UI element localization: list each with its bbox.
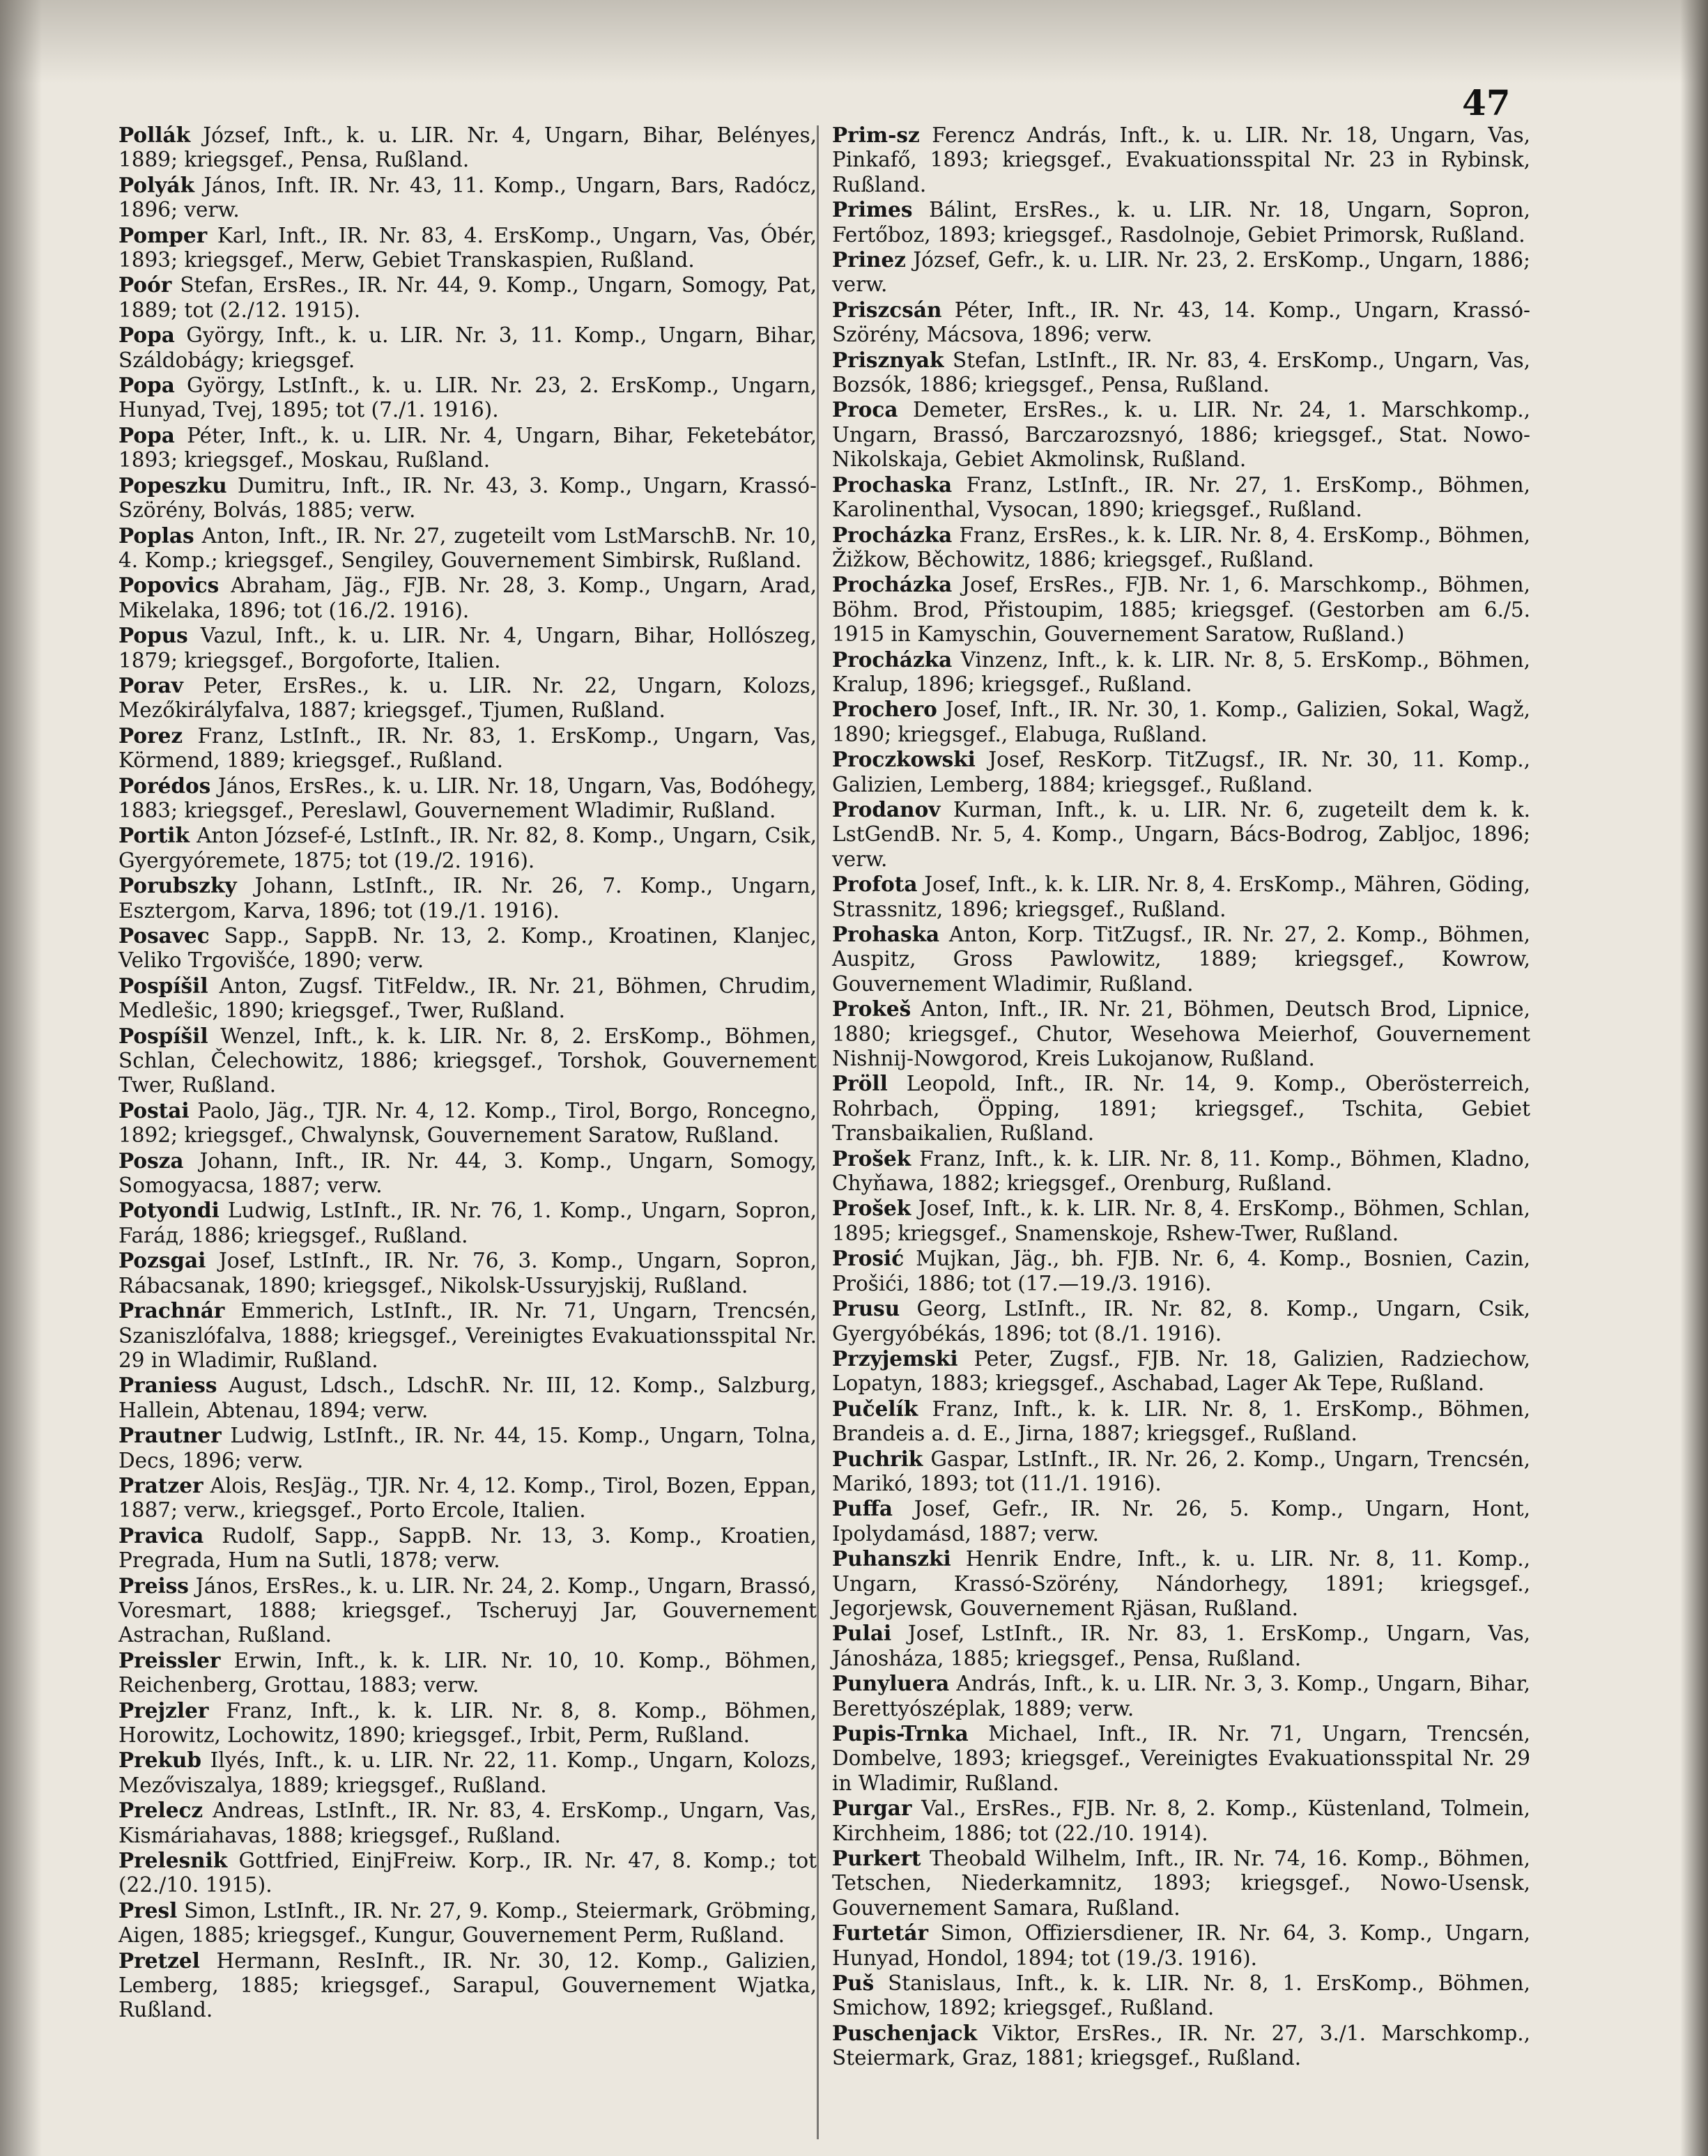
register-entry <box>832 197 1530 247</box>
register-entry <box>118 1573 817 1648</box>
entry-details: Emmerich, LstInft., IR. Nr. 71, Ungarn, Trencsén, Szaniszlófalva, 1888; kriegsgef., Vereinigtes Evakuationsspital Nr. 29 in Wladimir, Rußland. <box>118 1299 817 1372</box>
entry-surname: Pretzel <box>118 1948 200 1973</box>
entry-details: György, Inft., k. u. LIR. Nr. 3, 11. Komp., Ungarn, Bihar, Száldobágy; kriegsgef. <box>118 323 817 372</box>
entry-surname: Prelecz <box>118 1798 203 1823</box>
register-entry <box>832 747 1530 797</box>
entry-details: János, ErsRes., k. u. LIR. Nr. 18, Ungarn, Vas, Bodóhegy, 1883; kriegsgef., Pereslawl, Gouvernement Wladimir, Rußland. <box>118 773 817 822</box>
register-entry <box>118 773 817 824</box>
entry-surname: Pučelík <box>832 1396 918 1421</box>
entry-surname: Pospíšil <box>118 973 208 998</box>
entry-surname: Popovics <box>118 573 220 598</box>
register-entry <box>118 423 817 473</box>
entry-details: Anton József-é, LstInft., IR. Nr. 82, 8. Komp., Ungarn, Csik, Gyergyóremete, 1875; tot (19./2. 1916). <box>118 824 817 872</box>
entry-details: Michael, Inft., IR. Nr. 71, Ungarn, Trencsén, Dombelve, 1893; kriegsgef., Vereinigtes Evakuationsspital Nr. 29 in Wladimir, Rußland. <box>832 1722 1530 1795</box>
entry-details: Josef, Inft., k. k. LIR. Nr. 8, 4. ErsKomp., Böhmen, Schlan, 1895; kriegsgef., Snamenskoje, Rshew-Twer, Rußland. <box>832 1196 1530 1245</box>
register-entry <box>832 572 1530 647</box>
entry-surname: Procházka <box>832 572 953 597</box>
entry-details: Andreas, LstInft., IR. Nr. 83, 4. ErsKomp., Ungarn, Vas, Kismáriahavas, 1888; kriegsgef., Rußland. <box>118 1799 817 1847</box>
register-entry <box>832 647 1530 698</box>
register-entry <box>118 272 817 323</box>
register-entry <box>118 1248 817 1298</box>
entry-details: János, ErsRes., k. u. LIR. Nr. 24, 2. Komp., Ungarn, Brassó, Voresmart, 1888; kriegsgef., Tscheruyj Jar, Gouvernement Astrachan, Rußland. <box>118 1573 817 1647</box>
register-entry <box>118 1948 817 2023</box>
entry-details: Stefan, LstInft., IR. Nr. 83, 4. ErsKomp., Ungarn, Vas, Bozsók, 1886; kriegsgef., Pensa, Rußland. <box>832 348 1530 397</box>
register-entry <box>118 1148 817 1199</box>
register-entry <box>832 996 1530 1071</box>
register-entry <box>832 697 1530 747</box>
entry-details: Ludwig, LstInft., IR. Nr. 44, 15. Komp., Ungarn, Tolna, Decs, 1896; verw. <box>118 1424 817 1472</box>
entry-details: Franz, LstInft., IR. Nr. 83, 1. ErsKomp., Ungarn, Vas, Körmend, 1889; kriegsgef., Rußland. <box>118 723 817 773</box>
register-entry <box>118 173 817 223</box>
entry-surname: Prusu <box>832 1296 900 1321</box>
entry-details: Simon, Offiziersdiener, IR. Nr. 64, 3. Komp., Ungarn, Hunyad, Hondol, 1894; tot (19./3. 1916). <box>832 1921 1530 1970</box>
register-entry <box>832 1621 1530 1671</box>
register-entry <box>832 523 1530 573</box>
entry-surname: Prinez <box>832 247 906 272</box>
register-entry <box>832 1447 1530 1497</box>
entry-details: Stefan, ErsRes., IR. Nr. 44, 9. Komp., Ungarn, Somogy, Pat, 1889; tot (2./12. 1915). <box>118 273 817 322</box>
entry-details: Vazul, Inft., k. u. LIR. Nr. 4, Ungarn, Bihar, Hollószeg, 1879; kriegsgef., Borgoforte, Italien. <box>118 624 817 672</box>
register-entry <box>118 1373 817 1423</box>
entry-details: Franz, Inft., k. k. LIR. Nr. 8, 8. Komp., Böhmen, Horowitz, Lochowitz, 1890; kriegsgef., Irbit, Perm, Rußland. <box>118 1698 817 1747</box>
entry-surname: Proczkowski <box>832 747 976 772</box>
column-divider <box>817 125 819 2139</box>
entry-details: Ilyés, Inft., k. u. LIR. Nr. 22, 11. Komp., Ungarn, Kolozs, Mezőviszalya, 1889; kriegsgef., Rußland. <box>118 1748 817 1797</box>
entry-surname: Porav <box>118 672 183 698</box>
left-column <box>118 123 817 2023</box>
entry-details: Anton, Zugsf. TitFeldw., IR. Nr. 21, Böhmen, Chrudim, Medlešic, 1890; kriegsgef., Twer, Rußland. <box>118 973 817 1023</box>
entry-surname: Pozsgai <box>118 1248 206 1273</box>
entry-surname: Primes <box>832 197 913 222</box>
entry-surname: Preissler <box>118 1647 221 1672</box>
entry-details: Vinzenz, Inft., k. k. LIR. Nr. 8, 5. ErsKomp., Böhmen, Kralup, 1896; kriegsgef., Rußland. <box>832 647 1530 696</box>
entry-details: Gaspar, LstInft., IR. Nr. 26, 2. Komp., Ungarn, Trencsén, Marikó, 1893; tot (11./1. 1916). <box>832 1447 1530 1495</box>
entry-details: Dumitru, Inft., IR. Nr. 43, 3. Komp., Ungarn, Krassó-Szörény, Bolvás, 1885; verw. <box>118 473 817 523</box>
entry-details: Josef, Gefr., IR. Nr. 26, 5. Komp., Ungarn, Hont, Ipolydamásd, 1887; verw. <box>832 1497 1530 1546</box>
register-entry <box>118 1298 817 1373</box>
entry-details: Stanislaus, Inft., k. k. LIR. Nr. 8, 1. ErsKomp., Böhmen, Smichow, 1892; kriegsgef., Rußland. <box>832 1971 1530 2020</box>
register-entry <box>118 1024 817 1098</box>
entry-surname: Popeszku <box>118 472 227 498</box>
entry-details: Paolo, Jäg., TJR. Nr. 4, 12. Komp., Tirol, Borgo, Roncegno, 1892; kriegsgef., Chwalynsk, Gouvernement Saratow, Rußland. <box>118 1098 817 1148</box>
register-entry <box>118 823 817 873</box>
register-entry <box>832 397 1530 472</box>
register-entry <box>118 1748 817 1798</box>
register-entry <box>832 2021 1530 2071</box>
entry-surname: Prokeš <box>832 996 911 1022</box>
entry-surname: Prošek <box>832 1146 911 1171</box>
register-entry <box>832 1546 1530 1621</box>
entry-surname: Porubszky <box>118 873 237 898</box>
register-entry <box>118 1698 817 1748</box>
entry-surname: Prisznyak <box>832 347 944 372</box>
entry-details: Anton, Inft., IR. Nr. 27, zugeteilt vom LstMarschB. Nr. 10, 4. Komp.; kriegsgef., Sengiley, Gouvernement Simbirsk, Rußland. <box>118 523 817 572</box>
entry-details: Peter, ErsRes., k. u. LIR. Nr. 22, Ungarn, Kolozs, Mezőkirályfalva, 1887; kriegsgef., Tjumen, Rußland. <box>118 673 817 723</box>
entry-surname: Punyluera <box>832 1671 950 1696</box>
entry-details: August, Ldsch., LdschR. Nr. III, 12. Komp., Salzburg, Hallein, Abtenau, 1894; verw. <box>118 1373 817 1422</box>
entry-surname: Pulai <box>832 1621 892 1646</box>
entry-surname: Posavec <box>118 923 210 948</box>
entry-surname: Priszcsán <box>832 297 942 322</box>
entry-details: Gottfried, EinjFreiw. Korp., IR. Nr. 47, 8. Komp.; tot (22./10. 1915). <box>118 1849 817 1897</box>
entry-details: Franz, Inft., k. k. LIR. Nr. 8, 1. ErsKomp., Böhmen, Brandeis a. d. E., Jirna, 1887; kriegsgef., Rußland. <box>832 1396 1530 1446</box>
entry-details: Karl, Inft., IR. Nr. 83, 4. ErsKomp., Ungarn, Vas, Óbér, 1893; kriegsgef., Merw, Gebiet Transkaspien, Rußland. <box>118 223 817 272</box>
entry-surname: Puchrik <box>832 1446 923 1471</box>
register-entry <box>832 1846 1530 1920</box>
entry-surname: Prim-sz <box>832 123 920 147</box>
register-entry <box>832 298 1530 348</box>
entry-surname: Pravica <box>118 1523 204 1548</box>
entry-details: Georg, LstInft., IR. Nr. 82, 8. Komp., Ungarn, Csik, Gyergyóbékás, 1896; tot (8./1. 1916). <box>832 1297 1530 1346</box>
entry-surname: Prochaska <box>832 472 953 497</box>
register-entry <box>832 872 1530 922</box>
entry-details: Josef, Inft., IR. Nr. 30, 1. Komp., Galizien, Sokal, Wagž, 1890; kriegsgef., Elabuga, Rußland. <box>832 698 1530 746</box>
entry-surname: Popa <box>118 323 175 348</box>
entry-surname: Praniess <box>118 1373 217 1398</box>
register-entry <box>832 1346 1530 1396</box>
register-entry <box>118 1648 817 1698</box>
entry-details: Abraham, Jäg., FJB. Nr. 28, 3. Komp., Ungarn, Arad, Mikelaka, 1896; tot (16./2. 1916). <box>118 573 817 622</box>
entry-details: Josef, LstInft., IR. Nr. 83, 1. ErsKomp., Ungarn, Vas, Jánosháza, 1885; kriegsgef., Pensa, Rußland. <box>832 1622 1530 1670</box>
entry-surname: Purkert <box>832 1846 921 1871</box>
register-entry <box>832 1971 1530 2021</box>
register-entry <box>832 1671 1530 1721</box>
entry-surname: Popa <box>118 373 175 398</box>
entry-details: Ferencz András, Inft., k. u. LIR. Nr. 18, Ungarn, Vas, Pinkafő, 1893; kriegsgef., Evakuationsspital Nr. 23 in Rybinsk, Rußland. <box>832 123 1530 197</box>
entry-details: Sapp., SappB. Nr. 13, 2. Komp., Kroatinen, Klanjec, Veliko Trgovišće, 1890; verw. <box>118 924 817 973</box>
register-entry <box>118 323 817 373</box>
entry-surname: Pomper <box>118 222 208 247</box>
entry-surname: Poór <box>118 272 172 298</box>
entry-surname: Popa <box>118 422 175 447</box>
entry-details: György, LstInft., k. u. LIR. Nr. 23, 2. ErsKomp., Ungarn, Hunyad, Tvej, 1895; tot (7./1. 1916). <box>118 374 817 422</box>
entry-surname: Profota <box>832 872 918 897</box>
entry-surname: Procházka <box>832 647 953 672</box>
entry-details: Rudolf, Sapp., SappB. Nr. 13, 3. Komp., Kroatien, Pregrada, Hum na Sutli, 1878; verw. <box>118 1523 817 1573</box>
register-entry <box>832 922 1530 996</box>
entry-details: Viktor, ErsRes., IR. Nr. 27, 3./1. Marschkomp., Steiermark, Graz, 1881; kriegsgef., Rußland. <box>832 2021 1530 2070</box>
register-entry <box>118 1473 817 1523</box>
register-entry <box>832 472 1530 523</box>
entry-surname: Porez <box>118 723 183 748</box>
entry-surname: Prošek <box>832 1196 911 1221</box>
register-entry <box>832 348 1530 398</box>
register-entry <box>832 1721 1530 1796</box>
register-entry <box>118 1898 817 1948</box>
entry-surname: Pollák <box>118 123 191 147</box>
entry-details: József, Inft., k. u. LIR. Nr. 4, Ungarn, Bihar, Belényes, 1889; kriegsgef., Pensa, Rußland. <box>118 123 817 172</box>
entry-details: Mujkan, Jäg., bh. FJB. Nr. 6, 4. Komp., Bosnien, Cazin, Prošići, 1886; tot (17.—19./3. 1916). <box>832 1247 1530 1295</box>
entry-details: Johann, LstInft., IR. Nr. 26, 7. Komp., Ungarn, Esztergom, Karva, 1896; tot (19./1. 1916). <box>118 874 817 923</box>
entry-surname: Poplas <box>118 523 194 548</box>
register-entry <box>832 1296 1530 1346</box>
entry-surname: Pratzer <box>118 1472 203 1497</box>
entry-surname: Prejzler <box>118 1697 209 1723</box>
entry-surname: Proca <box>832 397 898 422</box>
entry-details: Josef, Inft., k. k. LIR. Nr. 8, 4. ErsKomp., Mähren, Göding, Strassnitz, 1896; kriegsgef., Rußland. <box>832 872 1530 921</box>
register-entry <box>118 873 817 923</box>
entry-details: Anton, Korp. TitZugsf., IR. Nr. 27, 2. Komp., Böhmen, Auspitz, Gross Pawlowitz, 1889; kriegsgef., Kowrow, Gouvernement Wladimir, Rußland. <box>832 923 1530 996</box>
entry-surname: Puhanszki <box>832 1546 951 1571</box>
entry-details: Theobald Wilhelm, Inft., IR. Nr. 74, 16. Komp., Böhmen, Tetschen, Niederkamnitz, 1893; kriegsgef., Nowo-Usensk, Gouvernement Samara, Rußland. <box>832 1847 1530 1920</box>
entry-details: Kurman, Inft., k. u. LIR. Nr. 6, zugeteilt dem k. k. LstGendB. Nr. 5, 4. Komp., Ungarn, Bács-Bodrog, Zabljoc, 1896; verw. <box>832 797 1530 871</box>
entry-surname: Purgar <box>832 1796 912 1821</box>
entry-surname: Potyondi <box>118 1198 220 1223</box>
register-entry <box>832 247 1530 298</box>
entry-surname: Presl <box>118 1897 178 1923</box>
register-entry <box>832 1396 1530 1447</box>
entry-surname: Przyjemski <box>832 1346 958 1371</box>
entry-surname: Portik <box>118 823 190 848</box>
entry-details: Leopold, Inft., IR. Nr. 14, 9. Komp., Oberösterreich, Rohrbach, Öpping, 1891; kriegsgef., Tschita, Gebiet Transbaikalien, Rußland. <box>832 1072 1530 1146</box>
entry-details: Wenzel, Inft., k. k. LIR. Nr. 8, 2. ErsKomp., Böhmen, Schlan, Čelechowitz, 1886; kriegsgef., Torshok, Gouvernement Twer, Rußland. <box>118 1024 817 1098</box>
register-entry <box>118 1198 817 1248</box>
entry-surname: Porédos <box>118 773 211 798</box>
entry-surname: Puš <box>832 1971 875 1996</box>
entry-surname: Pospíšil <box>118 1023 208 1048</box>
entry-details: András, Inft., k. u. LIR. Nr. 3, 3. Komp., Ungarn, Bihar, Berettyószéplak, 1889; verw. <box>832 1672 1530 1720</box>
entry-surname: Puschenjack <box>832 2020 978 2045</box>
entry-details: Erwin, Inft., k. k. LIR. Nr. 10, 10. Komp., Böhmen, Reichenberg, Grottau, 1883; verw. <box>118 1648 817 1697</box>
entry-details: Josef, LstInft., IR. Nr. 76, 3. Komp., Ungarn, Sopron, Rábacsanak, 1890; kriegsgef., Nikolsk-Ussuryjskij, Rußland. <box>118 1249 817 1298</box>
register-entry <box>118 373 817 423</box>
register-entry <box>832 1146 1530 1196</box>
entry-details: Peter, Zugsf., FJB. Nr. 18, Galizien, Radziechow, Lopatyn, 1883; kriegsgef., Aschabad, Lager Ak Tepe, Rußland. <box>832 1346 1530 1396</box>
entry-surname: Procházka <box>832 522 953 547</box>
register-entry <box>118 1423 817 1473</box>
entry-details: Péter, Inft., k. u. LIR. Nr. 4, Ungarn, Bihar, Feketebátor, 1893; kriegsgef., Moskau, Rußland. <box>118 423 817 472</box>
register-entry <box>832 1196 1530 1246</box>
register-entry <box>118 123 817 173</box>
page-number: 47 <box>1462 82 1511 123</box>
register-entry <box>118 973 817 1024</box>
entry-surname: Pröll <box>832 1071 888 1096</box>
register-entry <box>118 673 817 723</box>
register-entry <box>118 1523 817 1573</box>
entry-surname: Polyák <box>118 172 194 197</box>
entry-surname: Prohaska <box>832 922 940 946</box>
entry-surname: Prelesnik <box>118 1848 228 1873</box>
entry-surname: Prachnár <box>118 1298 225 1323</box>
entry-surname: Puffa <box>832 1496 893 1521</box>
entry-surname: Posza <box>118 1148 184 1173</box>
register-entry <box>118 523 817 573</box>
register-entry <box>832 1920 1530 1971</box>
entry-details: Demeter, ErsRes., k. u. LIR. Nr. 24, 1. Marschkomp., Ungarn, Brassó, Barczarozsnyó, 1886; kriegsgef., Stat. Nowo-Nikolskaja, Gebiet Akmolinsk, Rußland. <box>832 398 1530 472</box>
entry-details: Alois, ResJäg., TJR. Nr. 4, 12. Komp., Tirol, Bozen, Eppan, 1887; verw., kriegsgef., Porto Ercole, Italien. <box>118 1473 817 1523</box>
entry-surname: Prosić <box>832 1246 905 1271</box>
entry-details: Josef, ErsRes., FJB. Nr. 1, 6. Marschkomp., Böhmen, Böhm. Brod, Přistoupim, 1885; kriegsgef. (Gestorben am 6./5. 1915 in Kamyschin, Gouvernement Saratow, Rußland.) <box>832 573 1530 647</box>
entry-details: Péter, Inft., IR. Nr. 43, 14. Komp., Ungarn, Krassó-Szörény, Mácsova, 1896; verw. <box>832 298 1530 347</box>
register-entry <box>118 1098 817 1148</box>
entry-details: Anton, Inft., IR. Nr. 21, Böhmen, Deutsch Brod, Lipnice, 1880; kriegsgef., Chutor, Wesehowa Meierhof, Gouvernement Nishnij-Nowgorod, Kreis Lukojanow, Rußland. <box>832 997 1530 1071</box>
entry-details: Josef, ResKorp. TitZugsf., IR. Nr. 30, 11. Komp., Galizien, Lemberg, 1884; kriegsgef., Rußland. <box>832 748 1530 796</box>
entry-surname: Postai <box>118 1098 190 1123</box>
entry-details: János, Inft. IR. Nr. 43, 11. Komp., Ungarn, Bars, Radócz, 1896; verw. <box>118 173 817 222</box>
entry-surname: Prodanov <box>832 796 941 822</box>
entry-details: Franz, LstInft., IR. Nr. 27, 1. ErsKomp., Böhmen, Karolinenthal, Vysocan, 1890; kriegsgef., Rußland. <box>832 472 1530 522</box>
register-entry <box>118 623 817 673</box>
register-entry <box>832 123 1530 197</box>
entry-details: Hermann, ResInft., IR. Nr. 30, 12. Komp., Galizien, Lemberg, 1885; kriegsgef., Sarapul, Gouvernement Wjatka, Rußland. <box>118 1948 817 2022</box>
entry-details: József, Gefr., k. u. LIR. Nr. 23, 2. ErsKomp., Ungarn, 1886; verw. <box>832 248 1530 297</box>
register-entry <box>832 797 1530 872</box>
entry-details: Val., ErsRes., FJB. Nr. 8, 2. Komp., Küstenland, Tolmein, Kirchheim, 1886; tot (22./10. 1914). <box>832 1796 1530 1845</box>
register-entry <box>118 223 817 273</box>
register-entry <box>118 1798 817 1848</box>
entry-surname: Pupis-Trnka <box>832 1721 969 1746</box>
entry-details: Franz, Inft., k. k. LIR. Nr. 8, 11. Komp., Böhmen, Kladno, Chyňawa, 1882; kriegsgef., Orenburg, Rußland. <box>832 1146 1530 1196</box>
register-entry <box>118 723 817 773</box>
register-entry <box>118 923 817 973</box>
entry-surname: Popus <box>118 623 188 648</box>
register-entry <box>118 573 817 623</box>
register-entry <box>832 1071 1530 1146</box>
register-entry <box>832 1246 1530 1296</box>
entry-surname: Prautner <box>118 1423 222 1448</box>
entry-details: Franz, ErsRes., k. k. LIR. Nr. 8, 4. ErsKomp., Böhmen, Žižkow, Běchowitz, 1886; kriegsgef., Rußland. <box>832 523 1530 571</box>
register-entry <box>118 1848 817 1898</box>
entry-details: Johann, Inft., IR. Nr. 44, 3. Komp., Ungarn, Somogy, Somogyacsa, 1887; verw. <box>118 1148 817 1198</box>
entry-surname: Preiss <box>118 1573 189 1598</box>
entry-details: Bálint, ErsRes., k. u. LIR. Nr. 18, Ungarn, Sopron, Fertőboz, 1893; kriegsgef., Rasdolnoje, Gebiet Primorsk, Rußland. <box>832 198 1530 247</box>
entry-surname: Prochero <box>832 697 937 722</box>
register-entry <box>832 1796 1530 1846</box>
entry-details: Ludwig, LstInft., IR. Nr. 76, 1. Komp., Ungarn, Sopron, Faráд, 1886; kriegsgef., Rußland. <box>118 1199 817 1247</box>
register-entry <box>118 473 817 523</box>
right-column <box>832 123 1530 2071</box>
entry-surname: Furtetár <box>832 1920 929 1946</box>
entry-surname: Prekub <box>118 1748 202 1773</box>
entry-details: Simon, LstInft., IR. Nr. 27, 9. Komp., Steiermark, Gröbming, Aigen, 1885; kriegsgef., Kungur, Gouvernement Perm, Rußland. <box>118 1898 817 1948</box>
entry-details: Henrik Endre, Inft., k. u. LIR. Nr. 8, 11. Komp., Ungarn, Krassó-Szörény, Nándorhegy, 1891; kriegsgef., Jegorjewsk, Gouvernement Rjäsan, Rußland. <box>832 1547 1530 1620</box>
register-entry <box>832 1496 1530 1546</box>
